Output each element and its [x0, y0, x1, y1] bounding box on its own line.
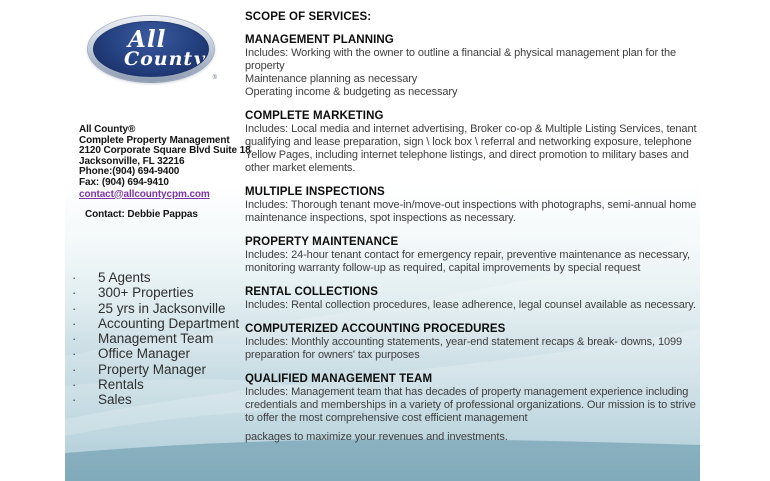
- phone-number: Phone:(904) 694-9400: [79, 166, 180, 178]
- section-paragraph: Includes: 24-hour tenant contact for emergency repair, preventive maintenance as necessary, monitoring warranty follow-up as required, capital improvements by special request: [245, 249, 691, 274]
- list-item: [72, 377, 239, 392]
- section-paragraph: Includes: Monthly accounting statements, year-end statement recaps & break- downs, 1099 preparation for owners' tax purposes: [245, 336, 683, 361]
- address-line-2: Jacksonville, FL 32216: [79, 155, 185, 167]
- contact-info-block: [79, 125, 254, 221]
- highlight-label: Management Team: [98, 331, 214, 347]
- company-dept: Complete Property Management: [79, 134, 230, 146]
- section-paragraph: packages to maximize your revenues and investments.: [245, 431, 508, 443]
- highlight-label: 25 yrs in Jacksonville: [98, 300, 226, 316]
- section-heading: COMPUTERIZED ACCOUNTING PROCEDURES: [245, 323, 506, 335]
- section-paragraph: Includes: Thorough tenant move-in/move-out inspections with photographs, semi-annual home maintenance inspections, spot inspections as necessary.: [245, 199, 697, 224]
- section-paragraph: Operating income & budgeting as necessary: [245, 86, 458, 98]
- list-item: [72, 270, 239, 285]
- company-name: All County®: [79, 124, 136, 135]
- section-paragraph: Includes: Local media and internet advertising, Broker co-op & Multiple Listing Services, tenant qualifying and lease preparation, sign \ lock box \ referral and networking exposure, telephone Yellow Pages, including internet telephone listings, and direct promotion to military bases and other market elements.: [245, 123, 697, 174]
- section-paragraph: Includes: Management team that has decades of property management experience including credentials and memberships in a variety of professional organizations. Our mission is to strive to offer the most comprehensive cost efficient management: [245, 386, 696, 424]
- section-multiple-inspections: [245, 186, 701, 225]
- list-item: [72, 316, 239, 331]
- list-item: [72, 346, 239, 361]
- section-paragraph: Includes: Working with the owner to outline a financial & physical management plan for the property: [245, 47, 677, 72]
- section-heading: COMPLETE MARKETING: [245, 110, 384, 122]
- address-line-1: 2120 Corporate Square Blvd Suite 18: [79, 145, 251, 157]
- section-computerized-accounting: [245, 323, 701, 362]
- section-management-planning: [245, 34, 701, 99]
- scope-of-services: [245, 11, 701, 444]
- logo-text-all: All: [128, 26, 167, 53]
- list-item: [72, 331, 239, 346]
- company-logo: [88, 16, 217, 82]
- registered-mark-icon: ®: [212, 75, 217, 81]
- bullet-icon: ·: [72, 361, 77, 377]
- section-heading: MANAGEMENT PLANNING: [245, 34, 394, 46]
- section-heading: MULTIPLE INSPECTIONS: [245, 186, 385, 198]
- highlight-label: 300+ Properties: [98, 285, 194, 301]
- section-heading: RENTAL COLLECTIONS: [245, 286, 378, 298]
- highlight-label: Sales: [98, 392, 132, 408]
- bullet-icon: ·: [72, 346, 77, 362]
- highlight-label: Property Manager: [98, 361, 207, 377]
- section-heading: PROPERTY MAINTENANCE: [245, 236, 399, 248]
- bullet-icon: ·: [72, 270, 77, 285]
- bullet-icon: ·: [72, 315, 77, 331]
- list-item: [72, 285, 239, 300]
- list-item: [72, 301, 239, 316]
- page-title: SCOPE OF SERVICES:: [245, 11, 372, 23]
- section-paragraph: Includes: Rental collection procedures, lease adherence, legal counsel available as necessary.: [245, 299, 696, 311]
- fax-number: Fax: (904) 694-9410: [79, 176, 169, 188]
- section-property-maintenance: [245, 236, 701, 275]
- bullet-icon: ·: [72, 331, 77, 347]
- section-complete-marketing: [245, 110, 701, 175]
- bullet-icon: ·: [72, 377, 77, 393]
- company-highlights-list: [72, 270, 239, 408]
- highlight-label: Rentals: [98, 377, 144, 393]
- highlight-label: Accounting Department: [98, 315, 240, 331]
- logo-text-county: County: [124, 48, 206, 70]
- section-qualified-management-team: [245, 373, 701, 444]
- section-rental-collections: [245, 286, 701, 312]
- logo-oval: [93, 21, 209, 77]
- bullet-icon: ·: [72, 285, 77, 301]
- highlight-label: Office Manager: [98, 346, 191, 362]
- list-item: [72, 362, 239, 377]
- highlight-label: 5 Agents: [98, 270, 151, 285]
- section-paragraph: Maintenance planning as necessary: [245, 73, 418, 85]
- bullet-icon: ·: [72, 300, 77, 316]
- contact-person: Contact: Debbie Pappas: [85, 209, 198, 221]
- list-item: [72, 392, 239, 407]
- section-heading: QUALIFIED MANAGEMENT TEAM: [245, 373, 433, 385]
- bullet-icon: ·: [72, 392, 77, 408]
- email-link[interactable]: contact@allcountycpm.com: [79, 188, 210, 200]
